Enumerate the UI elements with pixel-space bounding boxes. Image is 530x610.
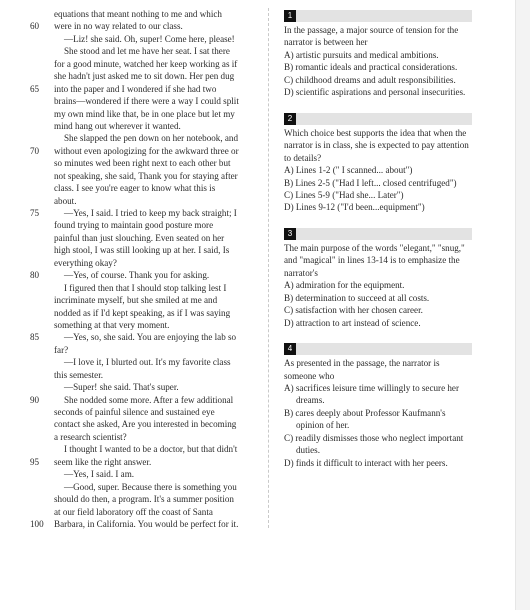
passage-text: something at that very moment. <box>54 319 170 330</box>
answer-option[interactable]: D) attraction to art instead of science. <box>284 317 421 328</box>
passage-line <box>0 257 262 269</box>
question-3 <box>284 228 474 329</box>
question-number-badge: 2 <box>284 113 296 125</box>
passage-line <box>0 108 262 120</box>
answer-option[interactable]: A) admiration for the equipment. <box>284 280 405 291</box>
passage-line <box>0 45 262 57</box>
passage-line <box>0 182 262 194</box>
passage-line <box>0 319 262 331</box>
passage-line <box>0 456 262 468</box>
passage-line <box>0 356 262 368</box>
question-number-badge: 1 <box>284 10 296 22</box>
passage-line <box>0 468 262 480</box>
passage-line <box>0 406 262 418</box>
passage-line <box>0 431 262 443</box>
passage-text: she hadn't just asked me to sit down. Her pen dug <box>54 71 235 82</box>
passage-text: at our field laboratory off the coast of Santa <box>54 506 213 517</box>
passage-text: nodded as if I'd kept speaking, as if I was saying <box>54 307 231 318</box>
passage-line <box>0 8 262 20</box>
passage-text: without even apologizing for the awkward three or <box>54 145 239 156</box>
passage-text: I thought I wanted to be a doctor, but that didn't <box>64 444 238 455</box>
questions-column <box>284 10 474 483</box>
question-stem: Which choice best supports the idea that when the narrator is in class, she is expected to pay attention to details? <box>284 127 469 163</box>
passage-line <box>0 394 262 406</box>
answer-option[interactable]: A) sacrifices leisure time willingly to secure her dreams. <box>284 382 459 406</box>
passage-line <box>0 443 262 455</box>
page-gutter <box>515 0 530 610</box>
reading-passage <box>0 8 262 532</box>
line-number: 60 <box>30 21 40 32</box>
line-number: 75 <box>30 208 40 218</box>
question-stem: The main purpose of the words "elegant," "snug," and "magical" in lines 13-14 is to emphasize the narrator's <box>284 242 465 278</box>
answer-option[interactable]: B) determination to succeed at all costs. <box>284 292 430 303</box>
passage-line <box>0 219 262 231</box>
passage-text: I figured then that I should stop talking lest I <box>64 282 227 293</box>
passage-text: —Yes, I said. I tried to keep my back straight; I <box>64 208 237 218</box>
line-number: 70 <box>30 145 40 156</box>
question-number-badge: 3 <box>284 228 296 240</box>
answer-option[interactable]: D) Lines 9-12 ("I'd been...equipment") <box>284 202 425 213</box>
passage-text: into the paper and I wondered if she had two <box>54 83 217 94</box>
passage-text: painful than just slouching. Even seated on her <box>54 232 225 243</box>
passage-text: my own mind like that, be in one place but let my <box>54 108 235 119</box>
passage-text: She stood and let me have her seat. I sat there <box>64 46 230 57</box>
question-1 <box>284 10 474 99</box>
passage-text: She slapped the pen down on her notebook, and <box>64 133 239 144</box>
passage-text: She nodded some more. After a few additional <box>64 394 234 405</box>
passage-text: contact she asked, Are you interested in becoming <box>54 419 237 430</box>
passage-text: so minutes wed been right next to each other but <box>54 158 231 169</box>
passage-text: incriminate myself, but she smiled at me and <box>54 295 218 306</box>
passage-line <box>0 132 262 144</box>
passage-line <box>0 170 262 182</box>
passage-text: mind hang out wherever it wanted. <box>54 120 181 131</box>
passage-text: —Liz! she said. Oh, super! Come here, please! <box>64 33 235 44</box>
passage-text: —Yes, of course. Thank you for asking. <box>64 270 210 281</box>
passage-text: brains—wondered if there were a way I could split <box>54 96 239 107</box>
line-number: 80 <box>30 270 40 281</box>
answer-option[interactable]: A) Lines 1-2 (" I scanned... about") <box>284 165 413 176</box>
passage-line <box>0 232 262 244</box>
passage-line <box>0 344 262 356</box>
question-header-bar <box>284 10 472 22</box>
passage-line <box>0 83 262 95</box>
passage-text: about. <box>54 195 77 206</box>
answer-option[interactable]: C) satisfaction with her chosen career. <box>284 305 423 316</box>
passage-line <box>0 20 262 32</box>
line-number: 65 <box>30 83 40 94</box>
passage-text: seem like the right answer. <box>54 456 152 467</box>
passage-line <box>0 506 262 518</box>
passage-line <box>0 195 262 207</box>
passage-line <box>0 145 262 157</box>
passage-text: —Good, super. Because there is something you <box>64 481 237 492</box>
column-divider <box>268 8 269 528</box>
passage-text: should do then, a program. It's a summer position <box>54 494 234 505</box>
answer-option[interactable]: B) cares deeply about Professor Kaufmann's opinion of her. <box>284 407 446 431</box>
passage-text: everything okay? <box>54 257 117 268</box>
passage-line <box>0 157 262 169</box>
passage-line <box>0 70 262 82</box>
answer-option[interactable]: A) artistic pursuits and medical ambitions. <box>284 49 439 60</box>
passage-line <box>0 244 262 256</box>
passage-text: —I love it, I blurted out. It's my favorite class <box>64 357 231 368</box>
passage-text: this semester. <box>54 369 103 380</box>
question-header-bar <box>284 228 472 240</box>
passage-line <box>0 282 262 294</box>
answer-option[interactable]: C) Lines 5-9 ("Had she... Later") <box>284 189 404 200</box>
question-number-badge: 4 <box>284 343 296 355</box>
passage-text: were in no way related to our class. <box>54 21 183 32</box>
question-stem: In the passage, a major source of tension for the narrator is between her <box>284 25 459 48</box>
line-number: 95 <box>30 456 40 467</box>
passage-line <box>0 481 262 493</box>
line-number: 90 <box>30 394 40 405</box>
passage-text: for a good minute, watched her keep working as if <box>54 58 238 69</box>
passage-text: —Yes, I said. I am. <box>64 469 135 480</box>
passage-line <box>0 331 262 343</box>
passage-text: a research scientist? <box>54 431 127 442</box>
passage-line <box>0 120 262 132</box>
passage-text: —Super! she said. That's super. <box>64 382 179 393</box>
passage-line <box>0 369 262 381</box>
passage-line <box>0 33 262 45</box>
passage-text: Barbara, in California. You would be perfect for it. <box>54 518 239 529</box>
passage-text: seconds of painful silence and sustained eye <box>54 407 215 417</box>
passage-line <box>0 381 262 393</box>
answer-option[interactable]: C) readily dismisses those who neglect important duties. <box>284 432 464 456</box>
answer-option[interactable]: D) finds it difficult to interact with her peers. <box>284 457 448 468</box>
answer-option[interactable]: B) romantic ideals and practical considerations. <box>284 62 458 73</box>
question-4 <box>284 343 474 469</box>
line-number: 100 <box>30 518 44 529</box>
passage-line <box>0 95 262 107</box>
answer-option[interactable]: D) scientific aspirations and personal insecurities. <box>284 87 466 98</box>
passage-line <box>0 269 262 281</box>
passage-text: found trying to maintain good posture more <box>54 220 214 231</box>
answer-option[interactable]: B) Lines 2-5 ("Had I left... closed centrifuged") <box>284 177 457 188</box>
passage-line <box>0 294 262 306</box>
passage-line <box>0 207 262 219</box>
question-header-bar <box>284 113 472 125</box>
passage-line <box>0 58 262 70</box>
question-2 <box>284 113 474 214</box>
passage-line <box>0 418 262 430</box>
passage-text: high stool, I was still looking up at her. I said, Is <box>54 245 230 256</box>
passage-text: class. I see you're eager to know what this is <box>54 183 216 194</box>
passage-text: equations that meant nothing to me and which <box>54 9 222 19</box>
answer-option[interactable]: C) childhood dreams and adult responsibilities. <box>284 74 456 85</box>
passage-text: not speaking, she said, Thank you for staying after <box>54 170 238 181</box>
passage-line <box>0 307 262 319</box>
passage-line <box>0 493 262 505</box>
question-stem: As presented in the passage, the narrator is someone who <box>284 358 440 381</box>
line-number: 85 <box>30 332 40 343</box>
passage-line <box>0 518 262 530</box>
passage-text: far? <box>54 344 69 355</box>
question-header-bar <box>284 343 472 355</box>
passage-text: —Yes, so, she said. You are enjoying the lab so <box>64 332 237 343</box>
